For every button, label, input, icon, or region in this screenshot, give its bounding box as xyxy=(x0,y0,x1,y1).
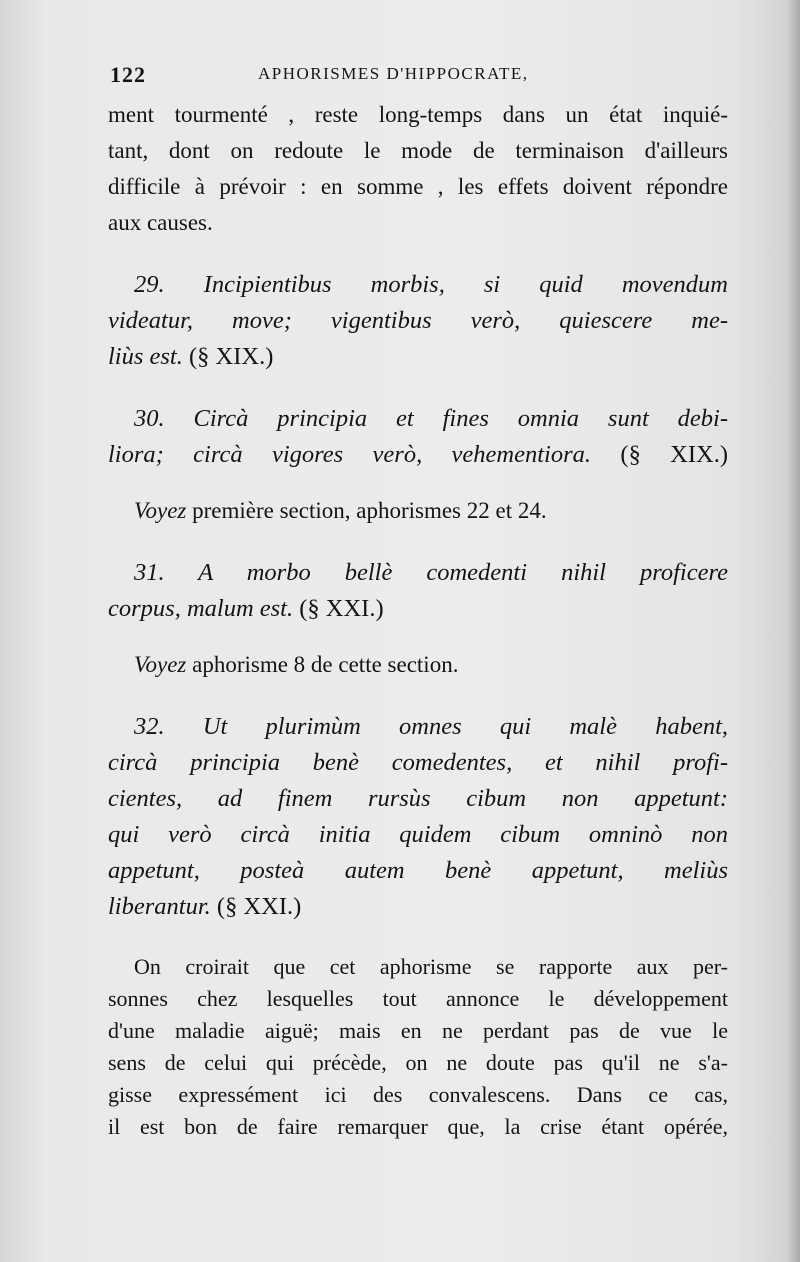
aphorism-text: liberantur. xyxy=(108,893,211,920)
aphorism-line: circà principia benè comedentes, et nihil profi- xyxy=(108,749,728,776)
aphorism-line: qui verò circà initia quidem cibum omninò non xyxy=(108,821,728,848)
cross-reference-2 xyxy=(108,647,728,683)
aphorism-32 xyxy=(108,709,728,925)
section-reference: (§ XIX.) xyxy=(620,441,729,468)
aphorism-text: liora; circà vigores verò, vehementiora. xyxy=(108,441,592,468)
text-line: On croirait que cet aphorisme se rapporte aux per- xyxy=(134,954,728,979)
aphorism-line: videatur, move; vigentibus verò, quiescere me- xyxy=(108,307,728,334)
voyez-word: Voyez xyxy=(134,498,187,523)
cross-reference-1 xyxy=(108,493,728,529)
aphorism-line: cientes, ad finem rursùs cibum non appetunt: xyxy=(108,785,728,812)
cross-reference-text: aphorisme 8 de cette section. xyxy=(186,652,459,677)
cross-reference-text: première section, aphorismes 22 et 24. xyxy=(186,498,547,523)
aphorism-29 xyxy=(108,267,728,375)
page-header xyxy=(110,62,710,92)
aphorism-31 xyxy=(108,555,728,627)
aphorism-text: corpus, malum est. xyxy=(108,595,294,622)
page-edge-shadow xyxy=(786,0,800,1262)
page-body xyxy=(108,97,728,1143)
aphorism-line: 29. Incipientibus morbis, si quid movendum xyxy=(134,271,728,298)
text-line: ment tourmenté , reste long-temps dans un état inquié- xyxy=(108,102,728,127)
aphorism-line: appetunt, posteà autem benè appetunt, meliùs xyxy=(108,857,728,884)
section-reference: (§ XXI.) xyxy=(216,893,302,920)
aphorism-line xyxy=(108,339,728,375)
voyez-word: Voyez xyxy=(134,652,187,677)
aphorism-text: liùs est. xyxy=(108,343,183,370)
aphorism-line: 30. Circà principia et fines omnia sunt debi- xyxy=(134,405,728,432)
aphorism-line xyxy=(108,889,728,925)
aphorism-line: 32. Ut plurimùm omnes qui malè habent, xyxy=(134,713,728,740)
text-line: tant, dont on redoute le mode de terminaison d'ailleurs xyxy=(108,138,728,163)
aphorism-line xyxy=(108,437,728,473)
aphorism-line: 31. A morbo bellè comedenti nihil proficere xyxy=(134,559,728,586)
text-line: gisse expressément ici des convalescens. Dans ce cas, xyxy=(108,1082,728,1107)
text-line: il est bon de faire remarquer que, la crise étant opérée, xyxy=(108,1114,728,1139)
text-line: sens de celui qui précède, on ne doute pas qu'il ne s'a- xyxy=(108,1050,728,1075)
section-reference: (§ XXI.) xyxy=(299,595,384,622)
aphorism-30 xyxy=(108,401,728,473)
text-line: aux causes. xyxy=(108,210,213,235)
text-line: d'une maladie aiguë; mais en ne perdant pas de vue le xyxy=(108,1018,728,1043)
section-reference: (§ XIX.) xyxy=(189,343,274,370)
page-number: 122 xyxy=(110,62,146,87)
text-line: difficile à prévoir : en somme , les effets doivent répondre xyxy=(108,174,728,199)
running-title: APHORISMES D'HIPPOCRATE, xyxy=(258,64,529,83)
aphorism-line xyxy=(108,591,728,627)
text-line: sonnes chez lesquelles tout annonce le développement xyxy=(108,986,728,1011)
intro-paragraph xyxy=(108,97,728,241)
commentary-paragraph xyxy=(108,951,728,1143)
